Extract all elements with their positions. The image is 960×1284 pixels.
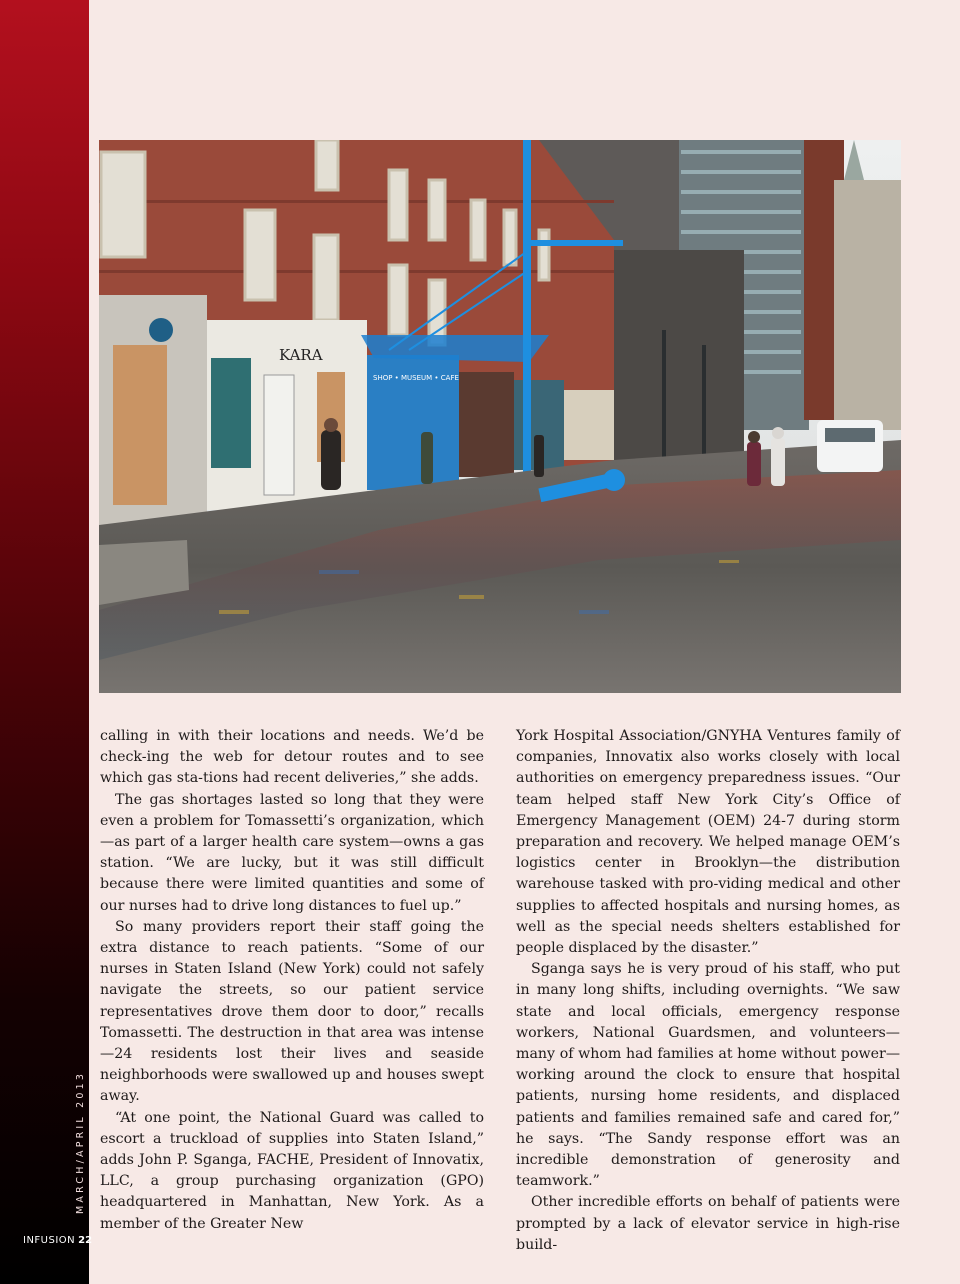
page-footer: [23, 1235, 92, 1246]
street-photo: [99, 140, 901, 693]
article-right-column: [516, 726, 900, 1256]
paragraph: Other incredible efforts on behalf of patients were prompted by a lack of elevator service in high-rise build-: [516, 1194, 900, 1253]
paragraph: Sganga says he is very proud of his staff, who put in many long shifts, including overnights. “We saw state and local officials, emergency response workers, National Guardsmen, and volunteers—many of whom had families at home without power—working around the clock to ensure that hospital patients, nursing home residents, and displaced patients and families remained safe and cared for,” he says. “The Sandy response effort was an incredible demonstration of generosity and teamwork.”: [516, 961, 900, 1190]
magazine-logo: INFUSION: [23, 1235, 76, 1246]
issue-date: MARCH/APRIL 2013: [75, 1070, 86, 1214]
paragraph: York Hospital Association/GNYHA Ventures family of companies, Innovatix also works closely with local authorities on emergency preparedness issues. “Our team helped staff New York City’s Office of Emergency Management (OEM) 24-7 during storm preparation and recovery. We helped manage OEM’s logistics center in Brooklyn—the distribution warehouse tasked with pro-viding medical and other supplies to affected hospitals and nursing homes, as well as the special needs shelters established for people displaced by the disaster.”: [516, 728, 900, 957]
street-photo-illustration: [99, 140, 901, 693]
awning-sign: SHOP • MUSEUM • CAFE: [373, 374, 459, 382]
paragraph: “At one point, the National Guard was called to escort a truckload of supplies into Staten Island,” adds John P. Sganga, FACHE, President of Innovatix, LLC, a group purchasing organization (GPO) headquartered in Manhattan, New York. As a member of the Greater New: [100, 1109, 484, 1232]
paragraph: So many providers report their staff going the extra distance to reach patients. “Some of our nurses in Staten Island (New York) could not safely navigate the streets, so our patient service representatives drove them door to door,” recalls Tomassetti. The destruction in that area was intense—24 residents lost their lives and seaside neighborhoods were swallowed up and houses swept away.: [100, 918, 484, 1105]
storefront-sign: KARA: [279, 346, 323, 364]
paragraph: calling in with their locations and needs. We’d be check-ing the web for detour routes and to see which gas sta-tions had recent deliveries,” she adds.: [100, 728, 484, 787]
paragraph: The gas shortages lasted so long that they were even a problem for Tomassetti’s organization, which—as part of a larger health care system—owns a gas station. “We are lucky, but it was still difficult because there were limited quantities and some of our nurses had to drive long distances to fuel up.”: [100, 791, 484, 914]
page-number: 22: [78, 1235, 93, 1246]
article-left-column: [100, 726, 484, 1235]
